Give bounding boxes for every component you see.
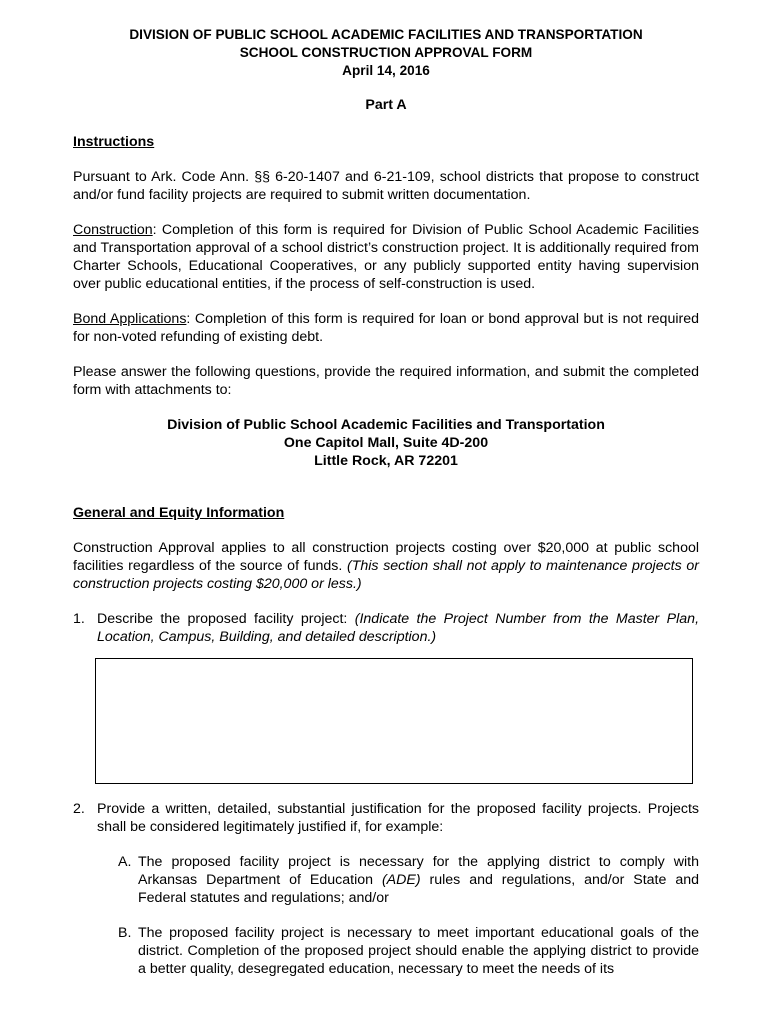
address-line-1: Division of Public School Academic Facilities and Transportation bbox=[167, 417, 605, 433]
instructions-heading: Instructions bbox=[73, 134, 155, 150]
form-page bbox=[73, 26, 699, 978]
form-title: SCHOOL CONSTRUCTION APPROVAL FORM bbox=[239, 45, 533, 60]
construction-paragraph bbox=[73, 221, 699, 293]
subitem-a-letter: A. bbox=[118, 854, 132, 870]
subitem-b bbox=[73, 924, 699, 978]
question-1-text: Describe the proposed facility project: bbox=[97, 611, 355, 627]
question-1-note: (Indicate the Project Number from the Master Plan, Location, Campus, Building, and detailed description.) bbox=[97, 611, 700, 645]
mailing-address bbox=[73, 416, 699, 470]
question-1 bbox=[73, 610, 699, 646]
submission-paragraph: Please answer the following questions, provide the required information, and submit the completed form with attachments to: bbox=[73, 364, 699, 398]
question-2-text: Provide a written, detailed, substantial justification for the proposed facility projects. Projects shall be considered legitimately justified if, for example: bbox=[97, 801, 699, 835]
subitem-b-letter: B. bbox=[118, 925, 132, 941]
general-intro-note: (This section shall not apply to maintenance projects or construction projects costing $20,000 or less.) bbox=[73, 558, 699, 592]
question-1-number: 1. bbox=[73, 611, 85, 627]
form-date: April 14, 2016 bbox=[342, 63, 430, 78]
subitem-a bbox=[73, 853, 699, 907]
project-description-field[interactable] bbox=[95, 658, 693, 784]
subitem-b-text: The proposed facility project is necessary to meet important educational goals of the district. Completion of the proposed project should enable the applying district to provide a better quality, desegregated education, necessary to meet the needs of its bbox=[138, 925, 699, 977]
form-header bbox=[73, 26, 699, 80]
construction-label: Construction bbox=[73, 222, 153, 238]
question-2-number: 2. bbox=[73, 801, 85, 817]
address-line-2: One Capitol Mall, Suite 4D-200 bbox=[283, 435, 489, 451]
subitem-a-abbrev: (ADE) bbox=[381, 872, 421, 888]
subitem-a-text-end: rules and regulations, and/or State and Federal statutes and regulations; and/or bbox=[138, 872, 699, 906]
part-heading: Part A bbox=[365, 97, 407, 113]
division-title: DIVISION OF PUBLIC SCHOOL ACADEMIC FACILITIES AND TRANSPORTATION bbox=[129, 27, 643, 42]
bond-label: Bond Applications bbox=[73, 311, 187, 327]
address-line-3: Little Rock, AR 72201 bbox=[314, 453, 458, 469]
general-intro bbox=[73, 539, 699, 593]
bond-text: : Completion of this form is required for loan or bond approval but is not required for non-voted refunding of existing debt. bbox=[73, 311, 699, 345]
instructions-intro: Pursuant to Ark. Code Ann. §§ 6-20-1407 and 6-21-109, school districts that propose to construct and/or fund facility projects are required to submit written documentation. bbox=[73, 169, 699, 203]
construction-text: : Completion of this form is required for Division of Public School Academic Facilities and Transportation approval of a school district’s construction project. It is additionally required from Charter Schools, Educational Cooperatives, or any publicly supported entity having supervision over public educational entities, if the process of self-construction is used. bbox=[73, 222, 699, 292]
general-intro-text: Construction Approval applies to all construction projects costing over $20,000 at public school facilities regardless of the source of funds. bbox=[73, 540, 699, 574]
question-2 bbox=[73, 800, 699, 836]
bond-paragraph bbox=[73, 310, 699, 346]
general-equity-heading: General and Equity Information bbox=[73, 505, 285, 521]
subitem-a-text: The proposed facility project is necessary for the applying district to comply with Arkansas Department of Education bbox=[138, 854, 699, 888]
